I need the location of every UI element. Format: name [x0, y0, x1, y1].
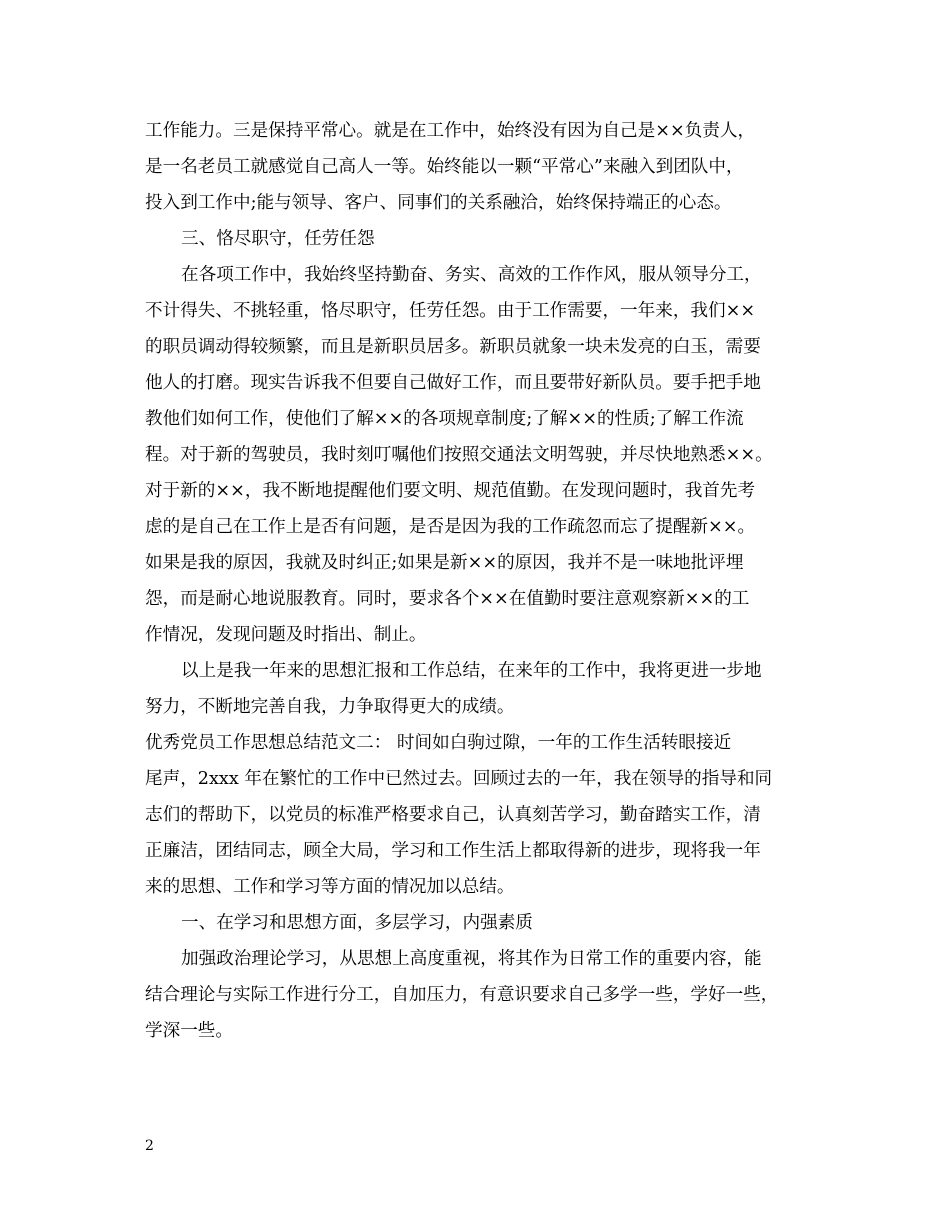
text-line: 学深一些。 [145, 1021, 233, 1041]
text-line: 虑的是自己在工作上是否有问题，是否是因为我的工作疏忽而忘了提醒新××。 [145, 517, 756, 537]
subtitle-line: 优秀党员工作思想总结范文二： 时间如白驹过隙，一年的工作生活转眼接近 [145, 733, 732, 753]
text-line: 正廉洁，团结同志，顾全大局，学习和工作生活上都取得新的进步，现将我一年 [145, 841, 761, 861]
text-line: 作情况，发现问题及时指出、制止。 [145, 625, 427, 645]
text-line: 结合理论与实际工作进行分工，自加压力，有意识要求自己多学一些，学好一些， [145, 985, 779, 1005]
section-heading: 三、恪尽职守，任劳任怨 [181, 229, 375, 249]
text-line: 尾声，2xxx 年在繁忙的工作中已然过去。回顾过去的一年，我在领导的指导和同 [145, 769, 773, 789]
text-line: 程。对于新的驾驶员，我时刻叮嘱他们按照交通法文明驾驶，并尽快地熟悉××。 [145, 445, 773, 465]
text-line: 在各项工作中，我始终坚持勤奋、务实、高效的工作作风，服从领导分工， [181, 265, 762, 285]
text-line: 不计得失、不挑轻重，恪尽职守，任劳任怨。由于工作需要，一年来，我们×× [145, 301, 756, 321]
text-line: 他人的打磨。现实告诉我不但要自己做好工作，而且要带好新队员。要手把手地 [145, 373, 761, 393]
text-line: 教他们如何工作，使他们了解××的各项规章制度;了解××的性质;了解工作流 [145, 409, 744, 429]
page-number: 2 [145, 1138, 154, 1154]
text-line: 怨，而是耐心地说服教育。同时，要求各个××在值勤时要注意观察新××的工 [145, 589, 750, 609]
text-line: 志们的帮助下，以党员的标准严格要求自己，认真刻苦学习，勤奋踏实工作，清 [145, 805, 761, 825]
text-line: 对于新的××，我不断地提醒他们要文明、规范值勤。在发现问题时，我首先考 [145, 481, 756, 501]
text-line: 如果是我的原因，我就及时纠正;如果是新××的原因，我并不是一味地批评埋 [145, 553, 744, 573]
text-line: 的职员调动得较频繁，而且是新职员居多。新职员就象一块未发亮的白玉，需要 [145, 337, 761, 357]
text-line: 努力，不断地完善自我，力争取得更大的成绩。 [145, 697, 515, 717]
text-line: 投入到工作中;能与领导、客户、同事们的关系融洽，始终保持端正的心态。 [145, 193, 732, 213]
text-line: 来的思想、工作和学习等方面的情况加以总结。 [145, 877, 515, 897]
text-line: 工作能力。三是保持平常心。就是在工作中，始终没有因为自己是××负责人， [145, 121, 756, 141]
text-line: 加强政治理论学习，从思想上高度重视，将其作为日常工作的重要内容，能 [181, 949, 762, 969]
section-heading: 一、在学习和思想方面，多层学习，内强素质 [181, 913, 533, 933]
text-line: 是一名老员工就感觉自己高人一等。始终能以一颗“平常心”来融入到团队中， [145, 157, 744, 177]
text-line: 以上是我一年来的思想汇报和工作总结，在来年的工作中，我将更进一步地 [181, 661, 762, 681]
